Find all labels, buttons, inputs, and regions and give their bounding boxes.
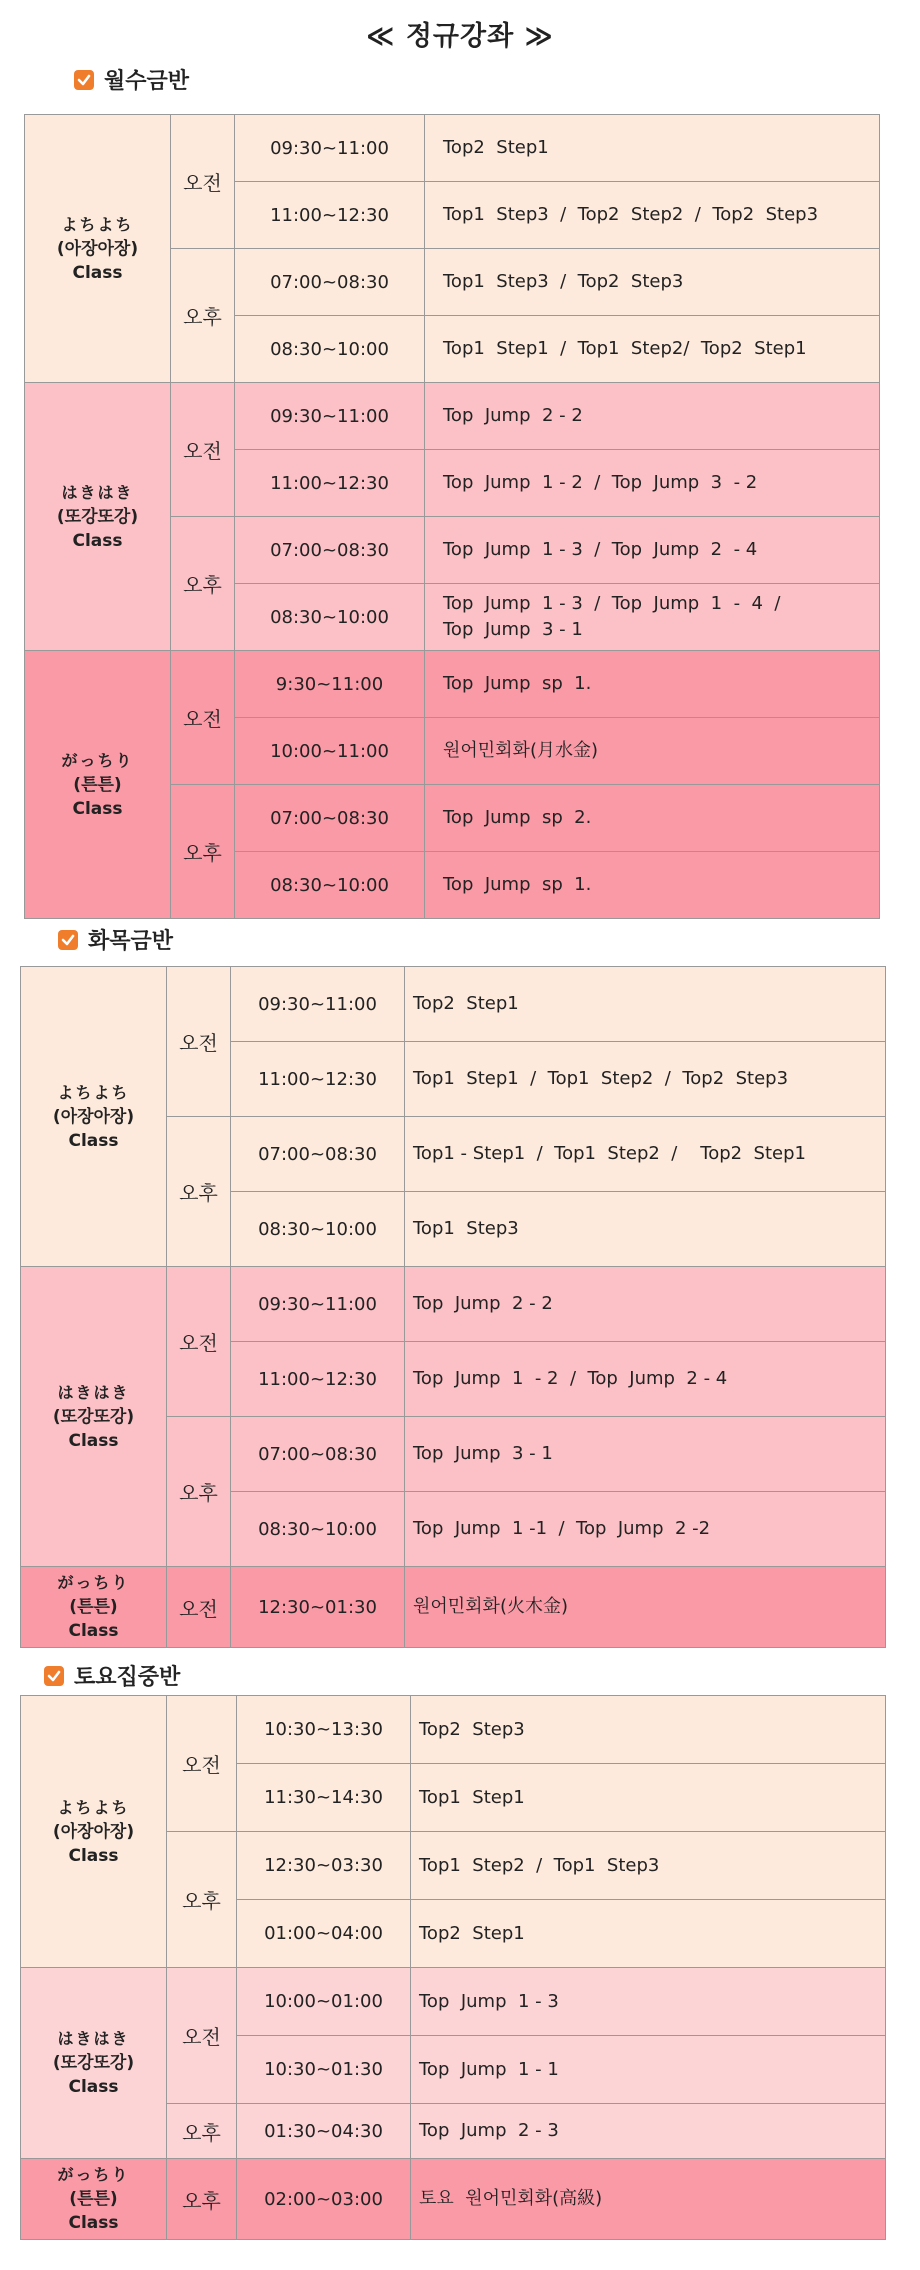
class-name-cell [25,383,171,651]
time-cell: 07:00~08:30 [235,517,425,584]
course-cell [411,1764,886,1832]
course-cell [405,1492,886,1567]
table-row [25,115,880,182]
time-cell: 11:00~12:30 [235,450,425,517]
class-name-cell [21,967,167,1267]
time-cell: 09:30~11:00 [231,967,405,1042]
course-cell [425,383,880,450]
period-cell: 오후 [167,2159,237,2240]
class-name-jp: はきはき [61,482,134,502]
time-cell: 11:00~12:30 [231,1342,405,1417]
class-name-kr: (또강또강) [52,1406,135,1427]
course-cell [411,1900,886,1968]
class-name-cell [25,115,171,383]
class-name-en: Class [68,1845,119,1866]
class-name-en: Class [72,798,123,819]
class-name-jp: がっちり [57,2165,130,2184]
class-name-jp: はきはき [57,2029,130,2048]
table-row [21,1267,886,1342]
schedule-table [24,114,880,919]
class-name-cell [21,1968,167,2159]
time-cell: 01:30~04:30 [237,2104,411,2159]
class-name-en: Class [68,1621,119,1641]
period-cell: 오후 [171,785,235,919]
class-name-jp: はきはき [57,1382,130,1402]
course-cell [411,2159,886,2240]
table-row [25,383,880,450]
time-cell: 07:00~08:30 [235,249,425,316]
class-name-jp: がっちり [57,1573,130,1592]
table-row [21,1567,886,1648]
class-name-kr: (튼튼) [69,1597,118,1617]
class-name-kr: (또강또강) [52,2053,135,2073]
period-cell: 오전 [171,115,235,249]
class-name-en: Class [68,1130,119,1151]
time-cell: 07:00~08:30 [231,1117,405,1192]
course-label: Top2 Step1 [413,993,519,1014]
course-label: Top1 - Step1 / Top1 Step2 / Top2 Step1 [413,1143,806,1164]
table-row [21,967,886,1042]
checkbox-icon [74,70,94,90]
course-cell [405,1417,886,1492]
course-label: Top1 Step3 / Top2 Step3 [443,271,684,292]
period-cell: 오후 [167,1832,237,1968]
course-label: Top2 Step1 [419,1922,525,1944]
class-name-kr: (튼튼) [69,2189,118,2209]
period-cell: 오전 [171,651,235,785]
checkbox-icon [44,1666,64,1686]
course-cell [425,584,880,651]
course-label: Top1 Step1 / Top1 Step2/ Top2 Step1 [443,338,807,359]
time-cell: 10:00~11:00 [235,718,425,785]
course-cell [411,1968,886,2036]
period-cell: 오전 [167,967,231,1117]
class-name-en: Class [68,2077,119,2097]
period-cell: 오후 [171,517,235,651]
course-cell [405,1042,886,1117]
course-cell [425,249,880,316]
course-cell [411,2104,886,2159]
class-name-en: Class [68,2213,119,2233]
class-name-en: Class [72,530,123,551]
course-cell [405,967,886,1042]
section-heading-label: 월수금반 [104,69,190,94]
course-label-line2: Top Jump 3 - 1 [443,619,583,640]
course-cell [405,1192,886,1267]
course-label: 원어민회화(月水金) [443,740,598,761]
table-row [21,2159,886,2240]
course-label: Top1 Step2 / Top1 Step3 [419,1854,660,1876]
course-label: Top1 Step3 [413,1218,519,1239]
course-label: Top Jump 1 - 1 [419,2058,559,2080]
time-cell: 02:00~03:00 [237,2159,411,2240]
class-name-kr: (아장아장) [52,1106,135,1127]
class-name-cell [21,1567,167,1648]
period-cell: 오전 [171,383,235,517]
course-label: Top Jump 2 - 2 [443,405,583,426]
class-name-kr: (아장아장) [52,1821,135,1842]
time-cell: 08:30~10:00 [235,852,425,919]
class-name-jp: がっちり [61,750,134,770]
course-label: Top1 Step3 / Top2 Step2 / Top2 Step3 [443,204,819,225]
time-cell: 09:30~11:00 [235,115,425,182]
section-heading [74,64,189,95]
period-cell: 오후 [171,249,235,383]
course-cell [405,1567,886,1648]
course-cell [411,1832,886,1900]
time-cell: 09:30~11:00 [235,383,425,450]
course-cell [405,1117,886,1192]
course-cell [425,182,880,249]
course-cell [425,450,880,517]
table-row [21,1696,886,1764]
course-cell [425,115,880,182]
time-cell: 10:30~01:30 [237,2036,411,2104]
course-cell [405,1342,886,1417]
section-heading [58,924,173,955]
course-cell [425,852,880,919]
course-label: Top Jump 3 - 1 [413,1443,553,1464]
course-label: Top Jump 1 - 2 / Top Jump 2 - 4 [413,1368,728,1389]
course-cell [425,785,880,852]
course-cell [411,2036,886,2104]
course-label: Top Jump 1 - 3 [419,1990,559,2012]
section-heading-label: 토요집중반 [74,1665,181,1690]
period-cell: 오전 [167,1696,237,1832]
course-label: Top Jump 2 - 3 [419,2120,559,2141]
course-label: Top2 Step1 [443,137,549,158]
course-label: Top1 Step1 / Top1 Step2 / Top2 Step3 [413,1068,789,1089]
period-cell: 오후 [167,1117,231,1267]
course-label: Top Jump 1 -1 / Top Jump 2 -2 [413,1518,711,1539]
section-heading-label: 화목금반 [88,929,174,954]
course-label: Top Jump 2 - 2 [413,1293,553,1314]
time-cell: 08:30~10:00 [231,1492,405,1567]
time-cell: 11:00~12:30 [235,182,425,249]
time-cell: 12:30~01:30 [231,1567,405,1648]
period-cell: 오전 [167,1267,231,1417]
class-name-kr: (아장아장) [56,238,139,259]
course-label: Top Jump sp 1. [443,874,592,895]
course-label: Top1 Step1 [419,1786,525,1808]
class-name-cell [21,2159,167,2240]
schedule-table [20,966,886,1648]
table-row [21,1968,886,2036]
period-cell: 오후 [167,1417,231,1567]
course-label: Top Jump 1 - 3 / Top Jump 2 - 4 [443,539,758,560]
class-name-en: Class [68,1430,119,1451]
time-cell: 08:30~10:00 [231,1192,405,1267]
course-cell [425,517,880,584]
class-name-kr: (또강또강) [56,506,139,527]
checkbox-icon [58,930,78,950]
course-cell [411,1696,886,1764]
class-name-cell [21,1696,167,1968]
course-label: Top Jump sp 2. [443,807,592,828]
table-row [25,651,880,718]
class-name-cell [25,651,171,919]
class-name-jp: よちよち [57,1797,130,1817]
time-cell: 08:30~10:00 [235,316,425,383]
period-cell: 오전 [167,1567,231,1648]
period-cell: 오후 [167,2104,237,2159]
class-name-kr: (튼튼) [73,774,122,795]
time-cell: 09:30~11:00 [231,1267,405,1342]
course-cell [425,651,880,718]
time-cell: 11:00~12:30 [231,1042,405,1117]
course-cell [425,718,880,785]
time-cell: 12:30~03:30 [237,1832,411,1900]
course-label: 원어민회화(火木金) [413,1596,568,1617]
page-title: ≪ 정규강좌 ≫ [366,21,554,52]
class-name-jp: よちよち [61,214,134,234]
class-name-jp: よちよち [57,1082,130,1102]
period-cell: 오전 [167,1968,237,2104]
course-label: Top2 Step3 [419,1718,525,1740]
time-cell: 10:30~13:30 [237,1696,411,1764]
time-cell: 11:30~14:30 [237,1764,411,1832]
time-cell: 08:30~10:00 [235,584,425,651]
time-cell: 07:00~08:30 [235,785,425,852]
section-heading [44,1660,180,1691]
class-name-en: Class [72,262,123,283]
course-label: Top Jump 1 - 2 / Top Jump 3 - 2 [443,472,758,493]
course-label: 토요 원어민회화(高級) [419,2188,603,2209]
time-cell: 07:00~08:30 [231,1417,405,1492]
course-cell [425,316,880,383]
time-cell: 10:00~01:00 [237,1968,411,2036]
course-cell [405,1267,886,1342]
time-cell: 9:30~11:00 [235,651,425,718]
schedule-table [20,1695,886,2240]
course-label: Top Jump 1 - 3 / Top Jump 1 - 4 / [443,593,781,614]
course-label: Top Jump sp 1. [443,673,592,694]
class-name-cell [21,1267,167,1567]
time-cell: 01:00~04:00 [237,1900,411,1968]
